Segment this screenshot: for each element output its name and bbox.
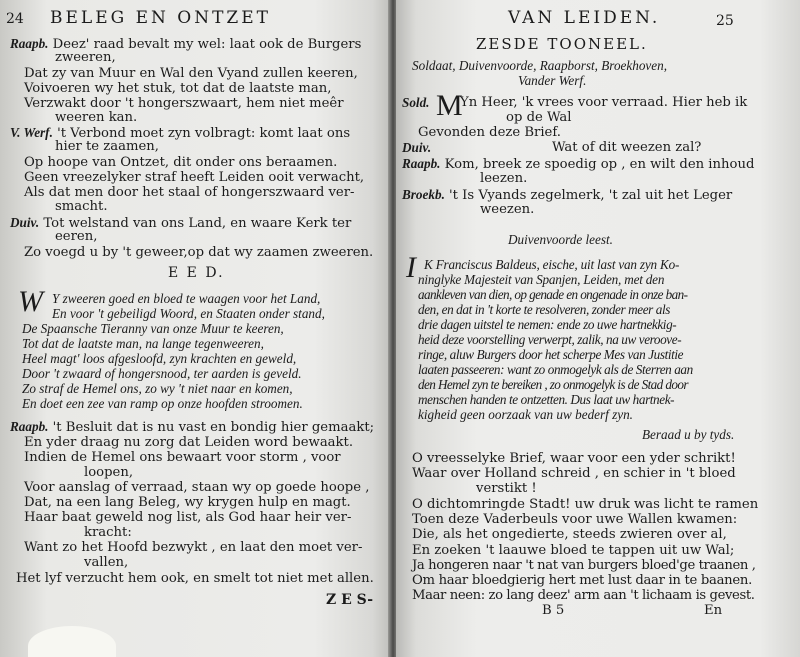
line: Raapb. 't Besluit dat is nu vast en bondig hier gemaakt; bbox=[10, 419, 375, 435]
letter-line: ninglyke Majesteit van Spanjen, Leiden, met den bbox=[418, 272, 665, 287]
line: Dat zy van Muur en Wal den Vyand zullen keeren, bbox=[24, 66, 358, 81]
line: En zoeken 't laauwe bloed te tappen uit uw Wal; bbox=[412, 543, 735, 558]
letter-closing: Beraad u by tyds. bbox=[642, 427, 735, 442]
oath-line: Y zweeren goed en bloed te waagen voor het Land, bbox=[52, 291, 321, 306]
speaker: Duiv. bbox=[402, 140, 432, 155]
letter-line: laaten passeeren: want zo onmogelyk als de Sterren aan bbox=[418, 362, 693, 377]
line: En yder draag nu zorg dat Leiden word bewaakt. bbox=[24, 435, 354, 450]
page-number: 25 bbox=[716, 13, 734, 29]
line: Voor aanslag of verraad, staan wy op goede hoope , bbox=[24, 480, 370, 495]
catchword: En bbox=[704, 603, 723, 618]
oath-line: Tot dat de laatste man, na lange tegenweeren, bbox=[22, 336, 264, 351]
line: weezen. bbox=[480, 202, 535, 217]
letter-line: menschen handen te ontzetten. Dus laat uw hartnek- bbox=[418, 392, 675, 407]
oath-heading: E E D. bbox=[168, 265, 225, 281]
drop-initial: M bbox=[436, 89, 463, 122]
line: loopen, bbox=[84, 465, 134, 480]
oath-line: En voor 't gebeiligd Woord, en Staaten onder stand, bbox=[52, 306, 325, 321]
line: vallen, bbox=[84, 555, 129, 570]
line: Haar baat geweld nog list, als God haar heir ver- bbox=[24, 510, 352, 525]
cast-line: Soldaat, Duivenvoorde, Raapborst, Broekhoven, bbox=[412, 58, 668, 73]
line: Om haar bloedgierig hert met lust daar in te baanen. bbox=[412, 573, 752, 588]
line: Toen deze Vaderbeuls voor uwe Wallen kwamen: bbox=[412, 512, 738, 527]
line: hier te zaamen, bbox=[55, 139, 159, 154]
right-page bbox=[396, 0, 800, 657]
line: verstikt ! bbox=[476, 481, 537, 496]
line: Die, als het ongedierte, steeds zwieren over al, bbox=[412, 527, 727, 542]
letter-line: den Hemel zyn te bereiken , zo onmogelyk is de Stad door bbox=[418, 377, 688, 392]
paper-smudge bbox=[28, 626, 116, 657]
running-head: VAN LEIDEN. bbox=[508, 8, 661, 28]
line: Gevonden deze Brief. bbox=[418, 125, 561, 140]
scene-title: ZESDE TOONEEL. bbox=[476, 35, 648, 53]
line: kracht: bbox=[84, 525, 132, 540]
line: Wat of dit weezen zal? bbox=[552, 140, 702, 155]
line: Dat, na een lang Beleg, wy krygen hulp en magt. bbox=[24, 495, 351, 510]
line: Raapb. Deez' raad bevalt my wel: laat ook de Burgers bbox=[10, 36, 362, 52]
line: smacht. bbox=[55, 199, 108, 214]
line: Maar neen: zo lang deez' arm aan 't lichaam is gevest. bbox=[412, 588, 755, 603]
letter-line: K Franciscus Baldeus, eische, uit last van zyn Ko- bbox=[424, 257, 680, 272]
line: op de Wal bbox=[506, 110, 572, 125]
running-head: BELEG EN ONTZET bbox=[50, 8, 271, 28]
cast-line: Vander Werf. bbox=[518, 73, 587, 88]
oath-line: En doet een zee van ramp op onze hoofden stroomen. bbox=[22, 396, 303, 411]
line: Als dat men door het staal of hongerszwaard ver- bbox=[24, 185, 355, 200]
letter-line: drie dagen uitstel te nemen: ende zo uwe hartnekkig- bbox=[418, 317, 677, 332]
line: Indien de Hemel ons bewaart voor storm , voor bbox=[24, 450, 341, 465]
letter-line: kigheid geen oorzaak van uw bederf zyn. bbox=[418, 407, 633, 422]
line: eeren, bbox=[55, 229, 98, 244]
letter-line: heid deze voorstelling verwerpt, zalik, na uw veroove- bbox=[418, 332, 682, 347]
signature-mark: B 5 bbox=[542, 603, 565, 618]
line: Broekb. 't Is Vyands zegelmerk, 't zal uit het Leger bbox=[402, 187, 733, 203]
line: Voivoeren wy het stuk, tot dat de laatste man, bbox=[24, 81, 332, 96]
line: zweeren, bbox=[55, 50, 116, 65]
left-page bbox=[0, 0, 392, 657]
oath-initial: W bbox=[18, 285, 43, 318]
oath-line: Zo straf de Hemel ons, zo wy 't niet naar en komen, bbox=[22, 381, 293, 396]
line: Yn Heer, 'k vrees voor verraad. Hier heb ik bbox=[460, 95, 748, 110]
line: O dichtomringde Stadt! uw druk was licht te ramen bbox=[412, 497, 759, 512]
line: Zo voegd u by 't geweer,op dat wy zaamen zweeren. bbox=[24, 245, 374, 260]
oath-line: De Spaansche Tieranny van onze Muur te keeren, bbox=[22, 321, 284, 336]
oath-line: Heel magt' loos afgesloofd, zyn krachten en geweld, bbox=[22, 351, 297, 366]
line: Want zo het Hoofd bezwykt , en laat den moet ver- bbox=[24, 540, 363, 555]
line: O vreesselyke Brief, waar voor een yder schrikt! bbox=[412, 451, 736, 466]
line: Duiv. Tot welstand van ons Land, en waare Kerk ter bbox=[10, 215, 352, 231]
letter-line: aankleven van dien, op genade en ongenade in onze ban- bbox=[418, 287, 688, 302]
line: leezen. bbox=[480, 171, 528, 186]
line: Ja hongeren naar 't nat van burgers bloed'ge traanen , bbox=[412, 558, 756, 573]
page-number: 24 bbox=[6, 11, 24, 27]
line: Waar over Holland schreid , en schier in 't bloed bbox=[412, 466, 736, 481]
letter-initial: I bbox=[406, 251, 416, 284]
line: Op hoope van Ontzet, dit onder ons beraamen. bbox=[24, 155, 338, 170]
line: V. Werf. 't Verbond moet zyn volbragt: komt laat ons bbox=[10, 125, 351, 141]
letter-line: ringe, aluw Burgers door het scherpe Mes van Justitie bbox=[418, 347, 684, 362]
line: weeren kan. bbox=[55, 110, 138, 125]
letter-line: den, en dat in 't korte te resolveren, zonder meer als bbox=[418, 302, 670, 317]
oath-line: Door 't zwaard of hongersnood, ter aarden is geveld. bbox=[22, 366, 302, 381]
line: Verzwakt door 't hongerszwaart, hem niet meêr bbox=[24, 96, 344, 111]
stage-direction: Duivenvoorde leest. bbox=[508, 232, 613, 247]
speaker: Sold. bbox=[402, 95, 430, 110]
line: Het lyf verzucht hem ook, en smelt tot niet met allen. bbox=[16, 571, 374, 586]
line: Geen vreezelyker straf heeft Leiden ooit verwacht, bbox=[24, 170, 365, 185]
catchword: Z E S- bbox=[326, 592, 374, 608]
line: Raapb. Kom, breek ze spoedig op , en wilt den inhoud bbox=[402, 156, 755, 172]
